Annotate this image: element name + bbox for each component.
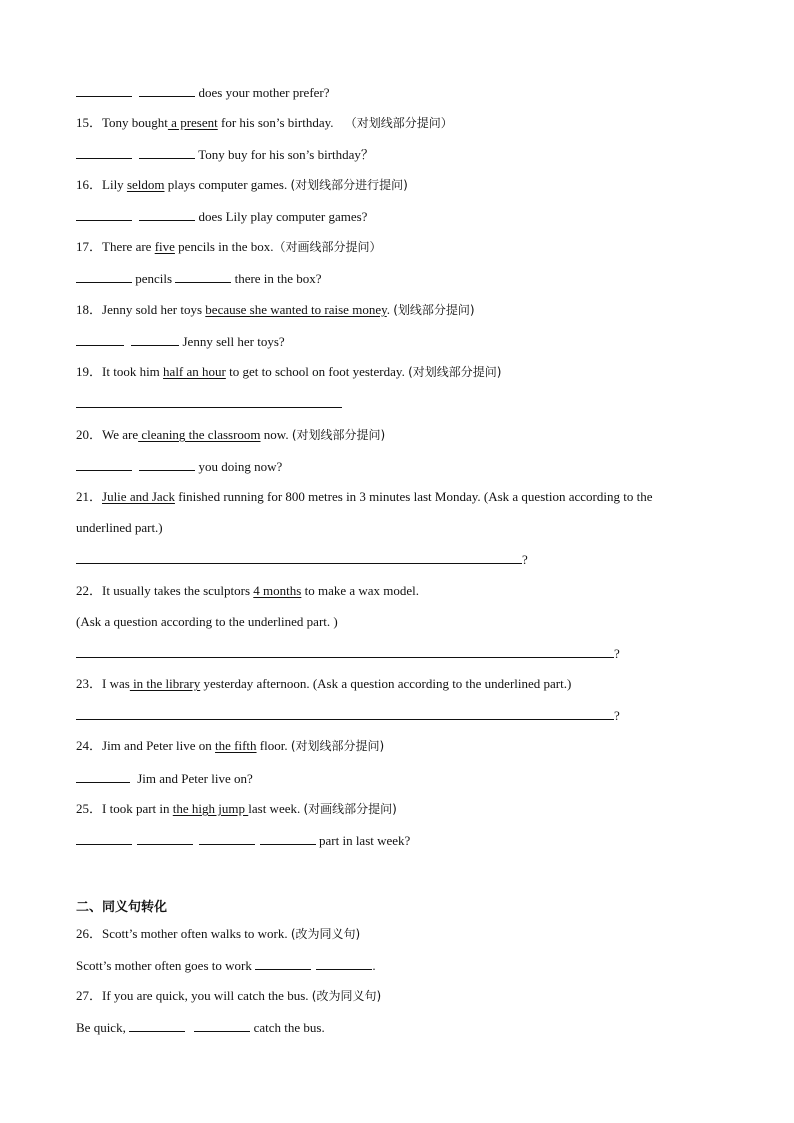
answer-blank[interactable] (76, 458, 132, 471)
answer-line-16 (76, 208, 367, 225)
answer-blank[interactable] (139, 208, 195, 221)
instruction-note: (对划线部分提问) (408, 365, 502, 379)
answer-blank[interactable] (129, 1019, 185, 1032)
question-text: last week. (248, 801, 301, 816)
question-text: yesterday afternoon. (Ask a question according to the underlined part.) (200, 676, 572, 691)
question-18 (76, 302, 475, 318)
question-number: 16． (76, 177, 103, 192)
instruction-note: (改为同义句) (290, 927, 361, 941)
underlined-part: the fifth (215, 738, 257, 753)
question-22-continued (76, 614, 338, 630)
question-text: underlined part.) (76, 520, 163, 535)
question-text: It took him (102, 364, 160, 379)
answer-line-22 (76, 645, 620, 662)
answer-blank[interactable] (139, 458, 195, 471)
answer-blank[interactable] (76, 395, 342, 408)
question-mark: ? (614, 646, 620, 661)
answer-text: Scott’s mother often goes to work (76, 958, 252, 973)
question-text: for his son’s birthday. (217, 115, 334, 130)
answer-text: pencils (135, 271, 173, 286)
answer-blank[interactable] (76, 146, 132, 159)
answer-line-14 (76, 84, 330, 101)
question-25 (76, 801, 397, 817)
question-text: Jim and Peter live on (102, 738, 212, 753)
question-text: to make a wax model. (301, 583, 420, 598)
question-text: It usually takes the sculptors (102, 583, 251, 598)
answer-text: catch the bus. (253, 1020, 325, 1035)
underlined-part: a present (167, 115, 218, 130)
answer-blank[interactable] (76, 208, 132, 221)
instruction-note: (改为同义句) (311, 989, 382, 1003)
answer-blank[interactable] (139, 84, 195, 97)
question-19 (76, 364, 501, 380)
answer-text: part in last week? (319, 833, 411, 848)
question-text: pencils in the box. (174, 239, 274, 254)
question-number: 18． (76, 302, 103, 317)
question-text: There are (102, 239, 152, 254)
answer-blank[interactable] (76, 770, 130, 783)
answer-text: does your mother prefer? (198, 85, 330, 100)
answer-blank[interactable] (131, 333, 179, 346)
answer-line-26 (76, 957, 376, 974)
answer-text: . (372, 958, 376, 973)
underlined-part: five (154, 239, 175, 254)
answer-line-23 (76, 707, 620, 724)
question-text: (Ask a question according to the underlined part. ) (76, 614, 338, 629)
question-26 (76, 926, 360, 942)
question-16 (76, 177, 408, 193)
question-number: 22． (76, 583, 103, 598)
answer-blank[interactable] (260, 832, 316, 845)
answer-text: Tony buy for his son’s birthday？ (198, 147, 374, 162)
instruction-note: (划线部分提问) (393, 303, 475, 317)
question-15 (76, 115, 453, 131)
question-text: Lily (102, 177, 124, 192)
underlined-part: because she wanted to raise money (205, 302, 387, 317)
underlined-part: half an hour (163, 364, 226, 379)
question-number: 17． (76, 239, 103, 254)
question-number: 24． (76, 738, 103, 753)
question-text: Tony bought (102, 115, 168, 130)
question-text: . (386, 302, 390, 317)
answer-text: does Lily play computer games? (198, 209, 368, 224)
question-text: finished running for 800 metres in 3 minutes last Monday. (Ask a question according to the (174, 489, 653, 504)
question-text: floor. (256, 738, 288, 753)
question-number: 20． (76, 427, 103, 442)
answer-text: Be quick, (76, 1020, 126, 1035)
question-24 (76, 738, 384, 754)
answer-blank[interactable] (76, 84, 132, 97)
answer-line-25 (76, 832, 410, 849)
answer-blank[interactable] (76, 551, 522, 564)
question-27 (76, 988, 381, 1004)
question-22 (76, 583, 419, 599)
instruction-note: (对划线部分进行提问) (290, 178, 408, 192)
answer-blank[interactable] (76, 333, 124, 346)
answer-blank[interactable] (76, 270, 132, 283)
question-text: Jenny sold her toys (102, 302, 203, 317)
question-23 (76, 676, 571, 692)
answer-text: Jim and Peter live on? (137, 771, 253, 786)
question-number: 25． (76, 801, 103, 816)
instruction-note: (对划线部分提问) (290, 739, 385, 753)
answer-blank[interactable] (316, 957, 372, 970)
question-text: Scott’s mother often walks to work. (102, 926, 288, 941)
instruction-note: （对划线部分提问） (344, 116, 453, 130)
question-number: 15． (76, 115, 103, 130)
question-text: to get to school on foot yesterday. (225, 364, 405, 379)
answer-blank[interactable] (255, 957, 311, 970)
answer-blank[interactable] (76, 645, 614, 658)
answer-line-21 (76, 551, 528, 568)
question-20 (76, 427, 385, 443)
answer-line-19 (76, 395, 342, 412)
question-number: 23． (76, 676, 103, 691)
answer-text: Jenny sell her toys? (182, 334, 285, 349)
instruction-note: (对画线部分提问) (303, 802, 397, 816)
underlined-part: seldom (126, 177, 165, 192)
answer-blank[interactable] (76, 707, 614, 720)
question-text: If you are quick, you will catch the bus. (102, 988, 309, 1003)
underlined-part: 4 months (253, 583, 302, 598)
question-number: 27． (76, 988, 103, 1003)
answer-line-15 (76, 146, 374, 163)
question-number: 26． (76, 926, 103, 941)
question-number: 21． (76, 489, 103, 504)
answer-line-20 (76, 458, 282, 475)
question-number: 19． (76, 364, 103, 379)
question-mark: ? (522, 552, 528, 567)
instruction-note: (对划线部分提问) (291, 428, 386, 442)
answer-blank[interactable] (175, 270, 231, 283)
instruction-note: （对画线部分提问） (273, 240, 382, 254)
question-text: I took part in (102, 801, 170, 816)
answer-blank[interactable] (194, 1019, 250, 1032)
underlined-part: Julie and Jack (102, 489, 175, 504)
question-21 (76, 489, 652, 505)
question-text: We are (102, 427, 139, 442)
question-mark: ? (614, 708, 620, 723)
question-text: now. (260, 427, 289, 442)
answer-line-18 (76, 333, 285, 350)
question-text: I was (102, 676, 130, 691)
underlined-part: the high jump (172, 801, 249, 816)
answer-blank[interactable] (137, 832, 193, 845)
answer-text: you doing now? (198, 459, 283, 474)
question-text: plays computer games. (164, 177, 288, 192)
section-heading: 二、同义句转化 (76, 900, 168, 915)
answer-blank[interactable] (199, 832, 255, 845)
answer-blank[interactable] (139, 146, 195, 159)
question-17 (76, 239, 382, 255)
underlined-part: in the library (129, 676, 201, 691)
answer-blank[interactable] (76, 832, 132, 845)
answer-line-27 (76, 1019, 325, 1036)
answer-line-24 (76, 770, 253, 787)
underlined-part: cleaning the classroom (138, 427, 261, 442)
answer-line-17 (76, 270, 322, 287)
answer-text: there in the box? (234, 271, 322, 286)
question-21-continued (76, 520, 163, 536)
